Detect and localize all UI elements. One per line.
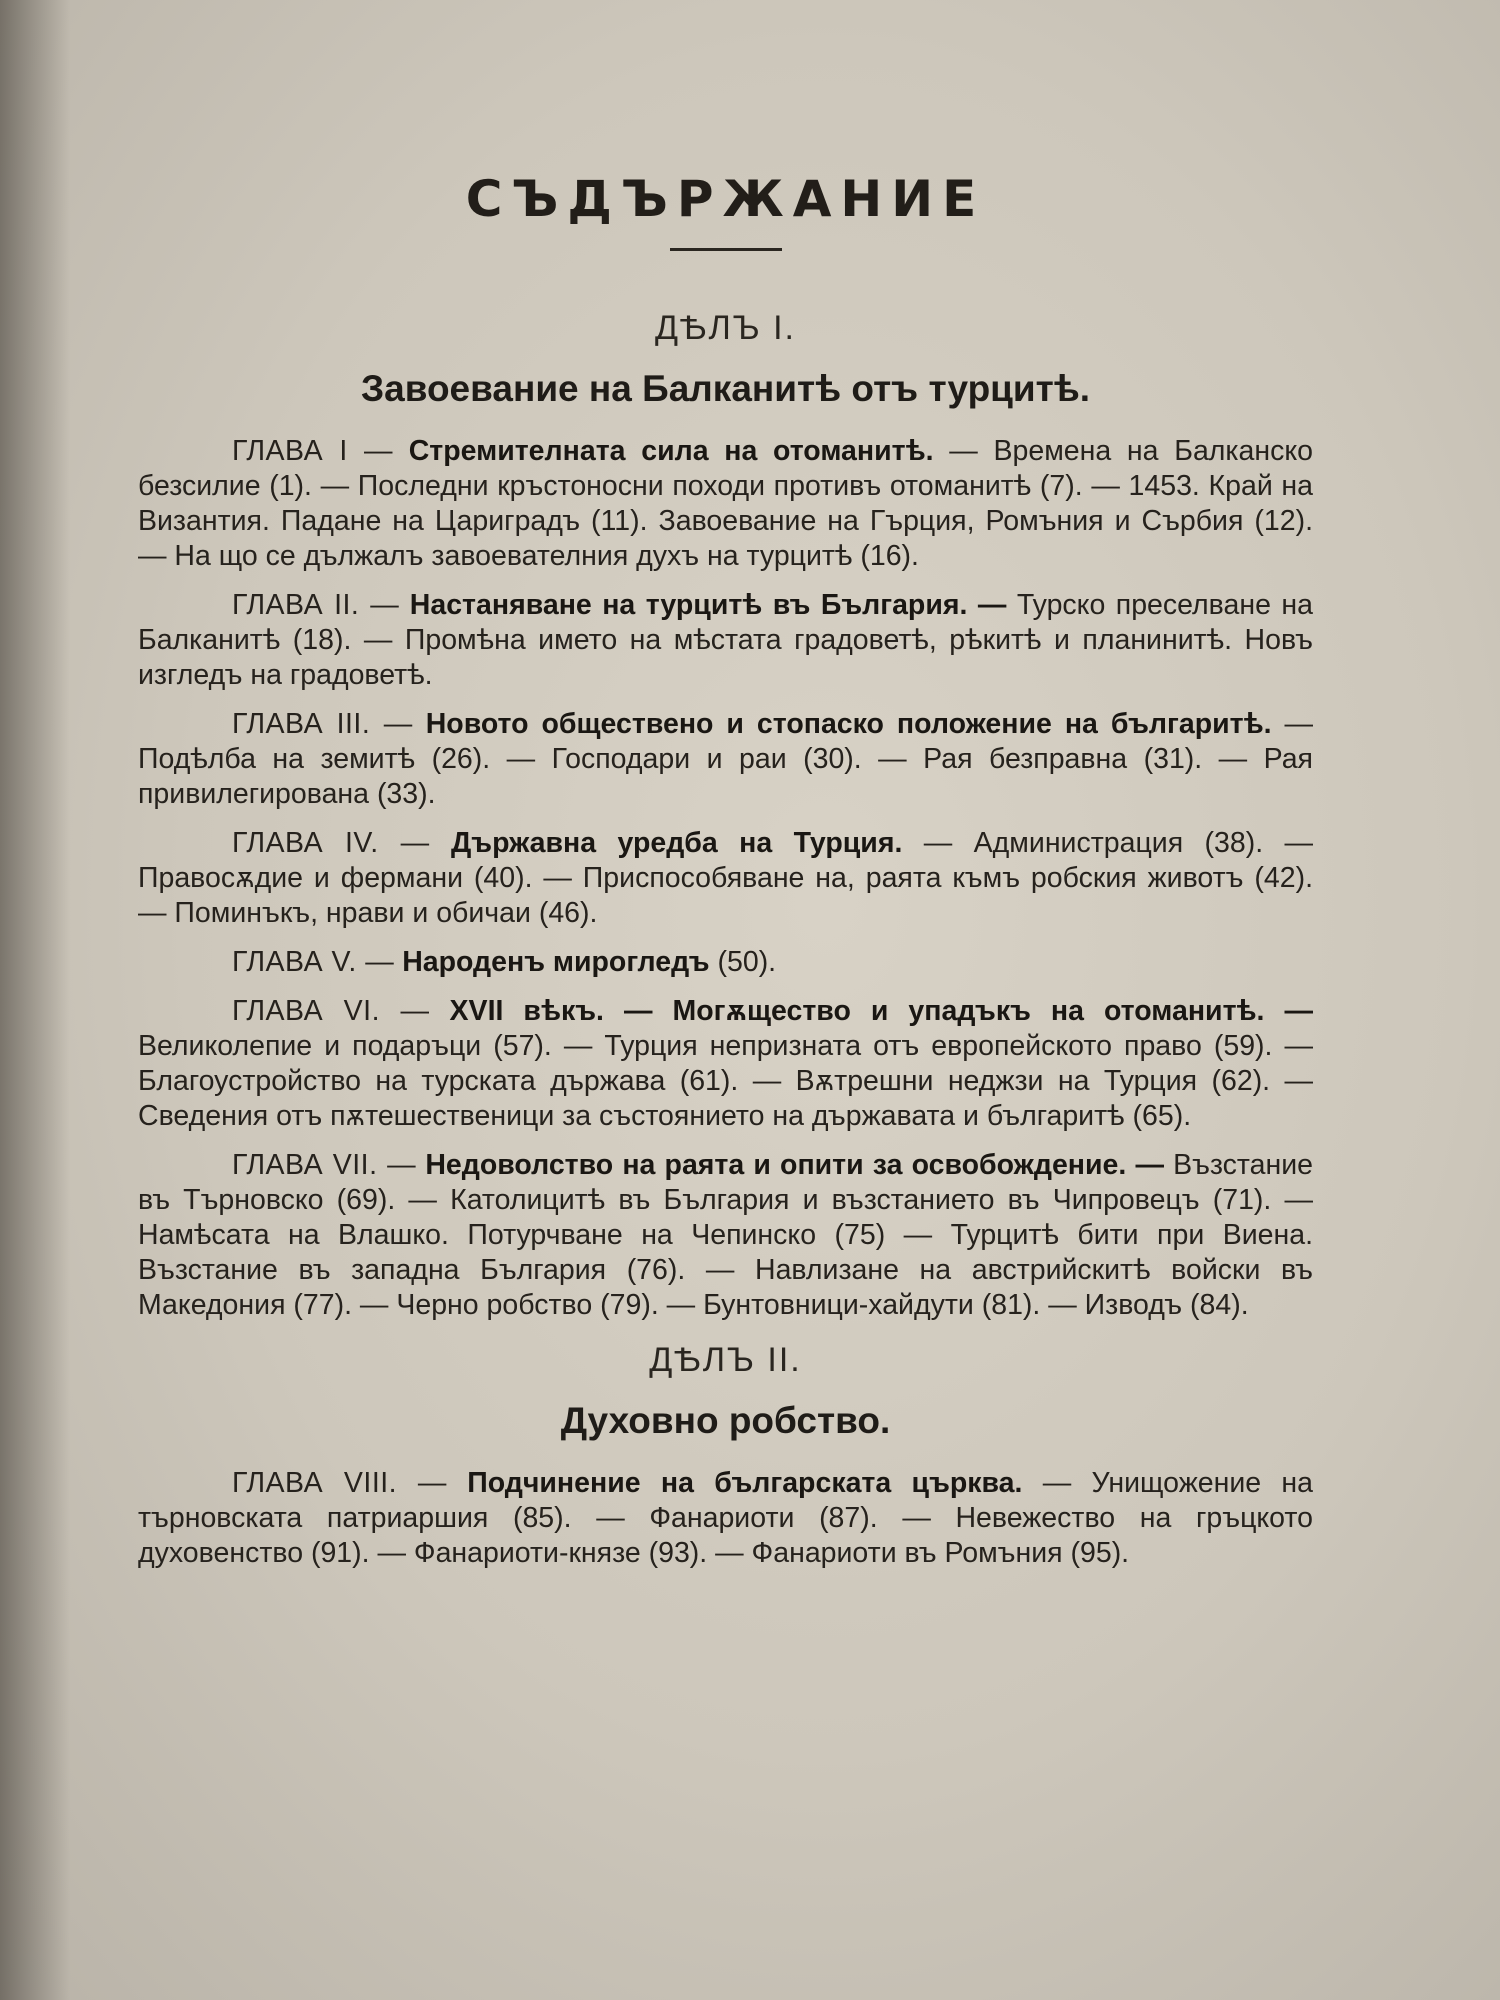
chapter-entry-6	[138, 994, 1313, 1134]
chapter-title: Народенъ мирогледъ	[402, 946, 710, 978]
chapter-entry-7	[138, 1148, 1313, 1323]
chapter-title: Стремителната сила на отоманитѣ.	[408, 435, 934, 467]
chapter-entry-5	[138, 945, 1313, 980]
chapter-title: Държавна уредба на Турция.	[451, 827, 903, 859]
chapter-contents: (50).	[717, 946, 777, 978]
chapter-label: ГЛАВА VII. —	[232, 1149, 417, 1181]
chapter-label: ГЛАВА III. —	[232, 708, 413, 740]
chapter-title: Настаняване на турцитѣ въ България. —	[409, 589, 1007, 621]
chapter-contents: — Подѣлба на земитѣ (26). — Господари и раи (30). — Рая безправна (31). — Рая привилегирована (33).	[138, 708, 1313, 810]
chapter-contents: — Администрация (38). — Правосѫдие и фермани (40). — Приспособяване на, раята къмъ робския животъ (42). — Поминъкъ, нрави и обичаи (46).	[138, 827, 1314, 929]
chapter-contents: Турско преселване на Балканитѣ (18). — Промѣна името на мѣстата градоветѣ, рѣкитѣ и планинитѣ. Новъ изгледъ на градоветѣ.	[138, 589, 1313, 691]
chapter-entry-1	[138, 434, 1313, 574]
chapter-label: ГЛАВА VIII. —	[232, 1467, 447, 1499]
chapter-label: ГЛАВА IV. —	[232, 827, 430, 859]
chapter-entry-8	[138, 1466, 1313, 1571]
chapter-title: Подчинение на българската църква.	[467, 1467, 1023, 1499]
part-label: ДѢЛЪ II.	[649, 1341, 802, 1379]
chapter-label: ГЛАВА VI. —	[232, 995, 430, 1027]
chapter-label: ГЛАВА II. —	[232, 589, 400, 621]
chapter-title: XVII вѣкъ. — Могѫщество и упадъкъ на отоманитѣ. —	[449, 995, 1313, 1027]
chapter-contents: — Времена на Балканско безсилие (1). — Последни кръстоносни походи противъ отоманитѣ (7). — 1453. Край на Византия. Падане на Цариградъ (11). Завоевание на Гърция, Ромъния и Сърбия (12). — На що се дължалъ завоевателния духъ на турцитѣ (16).	[138, 435, 1313, 572]
part-label: ДѢЛЪ I.	[654, 309, 797, 347]
part-title: Духовно робство.	[560, 1400, 891, 1441]
page-edge-shadow	[0, 0, 70, 2000]
chapter-label: ГЛАВА I —	[232, 435, 393, 467]
title-divider	[670, 248, 782, 251]
chapter-label: ГЛАВА V. —	[232, 946, 395, 978]
part-title: Завоевание на Балканитѣ отъ турцитѣ.	[360, 368, 1091, 409]
part-1	[138, 309, 1313, 1323]
table-of-contents	[138, 170, 1313, 1585]
chapter-contents: Възстание въ Търновско (69). — Католицитѣ въ България и възстанието въ Чипровецъ (71). — Намѣсата на Влашко. Потурчване на Чепинско (75) — Турцитѣ бити при Виена. Възстание въ западна България (76). — Навлизане на австрийскитѣ войски въ Македония (77). — Черно робство (79). — Бунтовници-хайдути (81). — Изводъ (84).	[138, 1149, 1314, 1321]
chapter-entry-4	[138, 826, 1313, 931]
chapter-entry-3	[138, 707, 1313, 812]
chapter-contents: Великолепие и подаръци (57). — Турция непризната отъ европейското право (59). — Благоустройство на турската държава (61). — Вѫтрешни неджзи на Турция (62). — Сведения отъ пѫтешественици за състоянието на държавата и българитѣ (65).	[138, 1030, 1313, 1132]
page-title: СЪДЪРЖАНИЕ	[465, 170, 986, 228]
chapter-entry-2	[138, 588, 1313, 693]
part-2	[138, 1341, 1313, 1571]
chapter-title: Недоволство на раята и опити за освобождение. —	[425, 1149, 1164, 1181]
chapter-contents: — Унищожение на търновската патриаршия (85). — Фанариоти (87). — Невежество на гръцкото духовенство (91). — Фанариоти-князе (93). — Фанариоти въ Ромъния (95).	[138, 1467, 1314, 1569]
chapter-title: Новото обществено и стопаско положение на българитѣ.	[425, 708, 1272, 740]
